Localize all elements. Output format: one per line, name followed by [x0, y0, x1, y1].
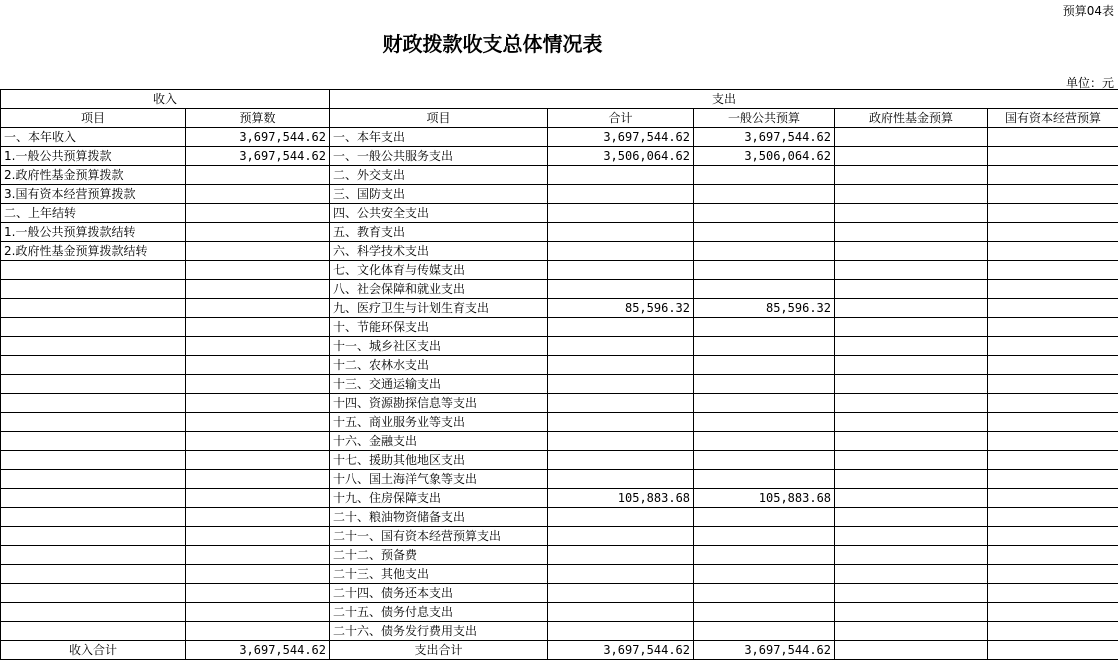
expense-total	[548, 432, 694, 451]
income-value	[186, 356, 330, 375]
income-value: 3,697,544.62	[186, 128, 330, 147]
expense-general	[694, 204, 835, 223]
expense-state-capital	[988, 318, 1118, 337]
expense-general	[694, 261, 835, 280]
expense-total: 3,697,544.62	[548, 128, 694, 147]
expense-item: 二十一、国有资本经营预算支出	[330, 527, 548, 546]
expense-state-capital	[988, 451, 1118, 470]
expense-general	[694, 242, 835, 261]
table-row	[1, 356, 1118, 375]
income-item: 2.政府性基金预算拨款结转	[1, 242, 186, 261]
income-item: 1.一般公共预算拨款结转	[1, 223, 186, 242]
income-item	[1, 261, 186, 280]
income-item	[1, 413, 186, 432]
table-row	[1, 603, 1118, 622]
expense-total	[548, 318, 694, 337]
expense-state-capital	[988, 337, 1118, 356]
expense-state-capital	[988, 413, 1118, 432]
table-row	[1, 318, 1118, 337]
totals-row	[1, 641, 1118, 660]
expense-gov-fund	[835, 584, 988, 603]
expense-item: 二十六、债务发行费用支出	[330, 622, 548, 641]
expense-general	[694, 166, 835, 185]
table-row	[1, 147, 1118, 166]
expense-state-capital	[988, 546, 1118, 565]
income-value	[186, 337, 330, 356]
expense-total: 105,883.68	[548, 489, 694, 508]
expense-general: 85,596.32	[694, 299, 835, 318]
expense-item: 八、社会保障和就业支出	[330, 280, 548, 299]
col-income-item: 项目	[1, 109, 186, 128]
expense-item: 十八、国土海洋气象等支出	[330, 470, 548, 489]
income-item	[1, 280, 186, 299]
expense-gov-fund	[835, 394, 988, 413]
expense-item: 九、医疗卫生与计划生育支出	[330, 299, 548, 318]
expense-total	[548, 622, 694, 641]
expense-item: 十六、金融支出	[330, 432, 548, 451]
expense-state-capital	[988, 261, 1118, 280]
expense-gov-fund	[835, 147, 988, 166]
expense-total-label: 支出合计	[330, 641, 548, 660]
table-row	[1, 280, 1118, 299]
income-value	[186, 223, 330, 242]
expense-total	[548, 261, 694, 280]
expense-state-capital	[988, 603, 1118, 622]
table-row	[1, 394, 1118, 413]
expense-item: 一、一般公共服务支出	[330, 147, 548, 166]
expense-gov-fund	[835, 565, 988, 584]
table-row	[1, 413, 1118, 432]
table-row	[1, 508, 1118, 527]
expense-gov-fund	[835, 413, 988, 432]
expense-item: 十二、农林水支出	[330, 356, 548, 375]
expense-general: 105,883.68	[694, 489, 835, 508]
expense-total	[548, 242, 694, 261]
expense-total	[548, 223, 694, 242]
expense-total	[548, 603, 694, 622]
expense-general	[694, 565, 835, 584]
income-item	[1, 356, 186, 375]
income-item: 3.国有资本经营预算拨款	[1, 185, 186, 204]
income-item	[1, 508, 186, 527]
income-item	[1, 584, 186, 603]
table-row	[1, 166, 1118, 185]
header-row-top	[1, 90, 1118, 109]
income-item	[1, 603, 186, 622]
col-expense-total: 合计	[548, 109, 694, 128]
income-item	[1, 527, 186, 546]
expense-total	[548, 204, 694, 223]
income-item	[1, 546, 186, 565]
income-item: 2.政府性基金预算拨款	[1, 166, 186, 185]
expense-gov-fund	[835, 318, 988, 337]
expense-total	[548, 337, 694, 356]
expense-general	[694, 394, 835, 413]
table-row	[1, 470, 1118, 489]
expense-general	[694, 432, 835, 451]
expense-header: 支出	[330, 90, 1118, 109]
table-row	[1, 565, 1118, 584]
col-expense-general: 一般公共预算	[694, 109, 835, 128]
expense-gov-fund	[835, 128, 988, 147]
expense-item: 二十、粮油物资储备支出	[330, 508, 548, 527]
table-row	[1, 337, 1118, 356]
expense-state-capital	[988, 394, 1118, 413]
income-item	[1, 432, 186, 451]
income-item	[1, 375, 186, 394]
expense-state-capital	[988, 489, 1118, 508]
expense-state-capital	[988, 223, 1118, 242]
expense-state-capital	[988, 565, 1118, 584]
expense-item: 十九、住房保障支出	[330, 489, 548, 508]
expense-gov-fund	[835, 451, 988, 470]
expense-gov-fund	[835, 603, 988, 622]
income-value	[186, 527, 330, 546]
expense-state-capital	[988, 185, 1118, 204]
income-item	[1, 565, 186, 584]
income-value	[186, 489, 330, 508]
expense-item: 二、外交支出	[330, 166, 548, 185]
expense-general: 3,697,544.62	[694, 128, 835, 147]
expense-gov-fund	[835, 489, 988, 508]
expense-item: 二十五、债务付息支出	[330, 603, 548, 622]
expense-gov-fund	[835, 204, 988, 223]
income-value: 3,697,544.62	[186, 147, 330, 166]
expense-gov-fund	[835, 527, 988, 546]
income-item	[1, 318, 186, 337]
budget-table	[0, 89, 1118, 660]
income-value	[186, 261, 330, 280]
expense-state-capital-total-value	[988, 641, 1118, 660]
expense-state-capital	[988, 508, 1118, 527]
expense-general	[694, 603, 835, 622]
expense-state-capital	[988, 147, 1118, 166]
table-row	[1, 527, 1118, 546]
expense-gov-fund	[835, 546, 988, 565]
col-expense-gov-fund: 政府性基金预算	[835, 109, 988, 128]
expense-general	[694, 375, 835, 394]
expense-item: 十七、援助其他地区支出	[330, 451, 548, 470]
income-value	[186, 546, 330, 565]
table-row	[1, 622, 1118, 641]
col-expense-item: 项目	[330, 109, 548, 128]
income-item: 二、上年结转	[1, 204, 186, 223]
expense-gov-fund	[835, 337, 988, 356]
expense-total	[548, 470, 694, 489]
table-row	[1, 185, 1118, 204]
expense-general	[694, 318, 835, 337]
expense-gov-fund	[835, 470, 988, 489]
expense-state-capital	[988, 204, 1118, 223]
expense-item: 十三、交通运输支出	[330, 375, 548, 394]
table-row	[1, 128, 1118, 147]
expense-general	[694, 546, 835, 565]
expense-total: 85,596.32	[548, 299, 694, 318]
expense-gov-fund	[835, 242, 988, 261]
expense-total	[548, 565, 694, 584]
unit-label: 单位：元	[1065, 76, 1114, 90]
expense-item: 一、本年支出	[330, 128, 548, 147]
expense-state-capital	[988, 584, 1118, 603]
table-row	[1, 261, 1118, 280]
page-title: 财政拨款收支总体情况表	[382, 32, 603, 56]
income-value	[186, 451, 330, 470]
expense-state-capital	[988, 375, 1118, 394]
col-income-budget: 预算数	[186, 109, 330, 128]
income-value	[186, 508, 330, 527]
expense-state-capital	[988, 280, 1118, 299]
expense-total: 3,506,064.62	[548, 147, 694, 166]
income-value	[186, 280, 330, 299]
income-value	[186, 584, 330, 603]
income-total-value: 3,697,544.62	[186, 641, 330, 660]
expense-state-capital	[988, 470, 1118, 489]
expense-total	[548, 584, 694, 603]
expense-general	[694, 185, 835, 204]
expense-general	[694, 356, 835, 375]
income-item: 1.一般公共预算拨款	[1, 147, 186, 166]
income-value	[186, 565, 330, 584]
expense-item: 十一、城乡社区支出	[330, 337, 548, 356]
expense-state-capital	[988, 622, 1118, 641]
expense-general	[694, 280, 835, 299]
income-header: 收入	[1, 90, 330, 109]
form-code: 预算04表	[1062, 4, 1114, 18]
table-row	[1, 299, 1118, 318]
income-value	[186, 413, 330, 432]
expense-total	[548, 546, 694, 565]
income-item	[1, 451, 186, 470]
expense-total	[548, 185, 694, 204]
expense-item: 二十三、其他支出	[330, 565, 548, 584]
table-row	[1, 223, 1118, 242]
table-row	[1, 204, 1118, 223]
expense-total	[548, 356, 694, 375]
income-item	[1, 470, 186, 489]
expense-item: 二十二、预备费	[330, 546, 548, 565]
expense-item: 十、节能环保支出	[330, 318, 548, 337]
table-row	[1, 584, 1118, 603]
expense-gov-fund	[835, 299, 988, 318]
expense-gov-fund	[835, 375, 988, 394]
expense-general	[694, 223, 835, 242]
income-value	[186, 432, 330, 451]
expense-item: 十四、资源勘探信息等支出	[330, 394, 548, 413]
expense-item: 十五、商业服务业等支出	[330, 413, 548, 432]
expense-state-capital	[988, 432, 1118, 451]
expense-gov-fund	[835, 356, 988, 375]
expense-gov-fund	[835, 185, 988, 204]
income-value	[186, 185, 330, 204]
income-item	[1, 489, 186, 508]
expense-item: 七、文化体育与传媒支出	[330, 261, 548, 280]
expense-total	[548, 451, 694, 470]
expense-total	[548, 375, 694, 394]
expense-general	[694, 470, 835, 489]
expense-general	[694, 584, 835, 603]
income-value	[186, 204, 330, 223]
table-row	[1, 451, 1118, 470]
expense-gov-fund-total-value	[835, 641, 988, 660]
expense-item: 三、国防支出	[330, 185, 548, 204]
col-expense-state-capital: 国有资本经营预算	[988, 109, 1118, 128]
header-row-columns	[1, 109, 1118, 128]
expense-gov-fund	[835, 432, 988, 451]
income-value	[186, 394, 330, 413]
table-row	[1, 242, 1118, 261]
income-item	[1, 299, 186, 318]
income-item	[1, 337, 186, 356]
expense-total	[548, 508, 694, 527]
income-value	[186, 603, 330, 622]
income-item: 一、本年收入	[1, 128, 186, 147]
expense-general	[694, 622, 835, 641]
expense-general	[694, 337, 835, 356]
expense-item: 五、教育支出	[330, 223, 548, 242]
expense-general	[694, 508, 835, 527]
expense-gov-fund	[835, 508, 988, 527]
income-value	[186, 299, 330, 318]
expense-total	[548, 527, 694, 546]
expense-general: 3,506,064.62	[694, 147, 835, 166]
expense-state-capital	[988, 242, 1118, 261]
expense-gov-fund	[835, 166, 988, 185]
income-value	[186, 622, 330, 641]
expense-item: 四、公共安全支出	[330, 204, 548, 223]
expense-total	[548, 280, 694, 299]
expense-state-capital	[988, 299, 1118, 318]
income-value	[186, 242, 330, 261]
expense-gov-fund	[835, 622, 988, 641]
expense-total	[548, 166, 694, 185]
expense-state-capital	[988, 527, 1118, 546]
expense-gov-fund	[835, 280, 988, 299]
expense-gov-fund	[835, 223, 988, 242]
expense-general	[694, 527, 835, 546]
expense-item: 二十四、债务还本支出	[330, 584, 548, 603]
table-row	[1, 375, 1118, 394]
table-body	[1, 128, 1118, 641]
income-value	[186, 318, 330, 337]
expense-gov-fund	[835, 261, 988, 280]
table-row	[1, 546, 1118, 565]
table-row	[1, 489, 1118, 508]
expense-total	[548, 413, 694, 432]
income-total-label: 收入合计	[1, 641, 186, 660]
table-row	[1, 432, 1118, 451]
income-item	[1, 394, 186, 413]
income-item	[1, 622, 186, 641]
expense-state-capital	[988, 356, 1118, 375]
expense-general-total-value: 3,697,544.62	[694, 641, 835, 660]
expense-general	[694, 413, 835, 432]
expense-total	[548, 394, 694, 413]
income-value	[186, 375, 330, 394]
expense-total-value: 3,697,544.62	[548, 641, 694, 660]
expense-state-capital	[988, 166, 1118, 185]
expense-state-capital	[988, 128, 1118, 147]
income-value	[186, 470, 330, 489]
expense-item: 六、科学技术支出	[330, 242, 548, 261]
income-value	[186, 166, 330, 185]
expense-general	[694, 451, 835, 470]
